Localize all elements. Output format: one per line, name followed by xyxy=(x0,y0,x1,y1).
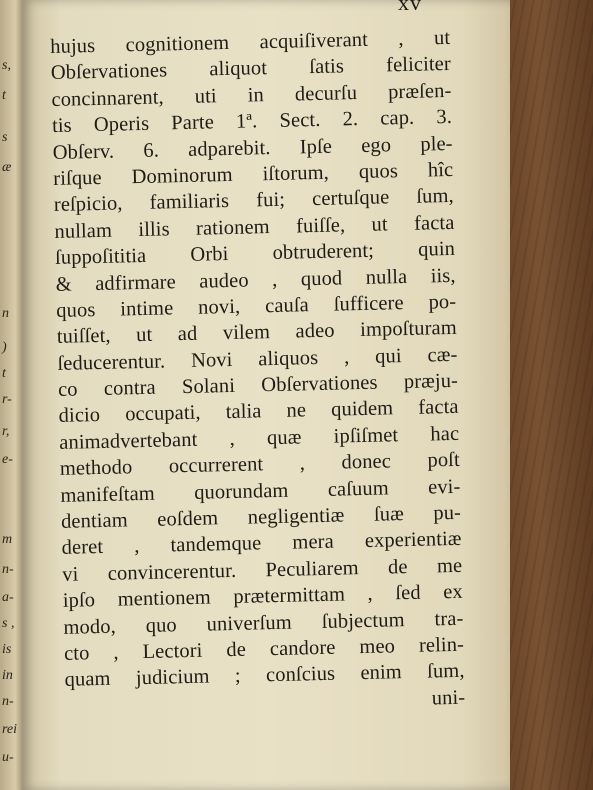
text-line: co contra Solani Obſervationes præju- xyxy=(57,369,459,401)
left-page-fragment: æ xyxy=(2,160,12,175)
text-line: Obſervationes aliquot ſatis feliciter xyxy=(50,53,452,85)
text-line: deret , tandemque mera experientiæ xyxy=(61,528,462,560)
text-line: dicio occupati, talia ne quidem facta xyxy=(58,396,459,428)
body-text xyxy=(50,25,465,720)
text-line: quam judicium ; conſcius enim ſum, xyxy=(64,660,465,692)
text-line: ipſo mentionem prætermittam , ſed ex xyxy=(62,580,464,613)
text-line: cto , Lectori de candore meo relin- xyxy=(63,633,465,665)
left-page-fragment: r- xyxy=(2,392,12,407)
left-page-fragment: s, xyxy=(2,58,11,73)
left-page-fragment: t xyxy=(2,88,6,103)
left-page-fragment: t xyxy=(2,366,6,381)
text-line: tuiſſet, ut ad vilem adeo impoſturam xyxy=(56,317,458,349)
left-page-fragment: s , xyxy=(2,616,15,631)
left-page-fragment: ) xyxy=(2,340,7,355)
left-page-fragment: in xyxy=(2,668,13,683)
text-line: tis Operis Parte 1ª. Sect. 2. cap. 3. xyxy=(51,106,453,138)
text-line: modo, quo univerſum ſubjectum tra- xyxy=(63,607,464,639)
text-line: ſuppoſititia Orbi obtruderent; quin xyxy=(54,237,456,270)
text-line: nullam illis rationem fuiſſe, ut facta xyxy=(54,211,455,243)
text-line: quos intime novi, cauſa ſufficere po- xyxy=(56,290,457,322)
text-line: animadvertebant , quæ ipſiſmet hac xyxy=(59,422,460,454)
text-line: riſque Dominorum iſtorum, quos hîc xyxy=(53,158,454,190)
catchword: uni- xyxy=(431,686,466,710)
left-page-fragment: n- xyxy=(2,694,14,709)
text-line: hujus cognitionem acquiſiverant , ut xyxy=(50,26,451,58)
text-line: vi convincerentur. Peculiarem de me xyxy=(62,554,463,586)
text-line: Obſerv. 6. adparebit. Ipſe ego ple- xyxy=(52,132,453,164)
left-page-fragment: n xyxy=(2,306,9,321)
page-number: xv xyxy=(398,0,422,15)
left-page-fragment: is xyxy=(2,642,12,657)
left-page-fragment: e- xyxy=(2,452,13,467)
left-page-fragment: r, xyxy=(2,424,10,439)
left-page-fragment: a- xyxy=(2,590,14,605)
left-facing-page-edge xyxy=(0,0,22,790)
book-page xyxy=(22,0,510,790)
left-page-fragment: s xyxy=(2,130,8,145)
left-page-fragment: rei xyxy=(2,722,18,737)
left-page-fragment: n- xyxy=(2,562,14,577)
left-page-fragment: u- xyxy=(2,750,14,765)
wooden-table xyxy=(505,0,593,790)
text-line: manifeſtam quorundam caſuum evi- xyxy=(60,475,461,507)
text-line: dentiam eoſdem negligentiæ ſuæ pu- xyxy=(60,501,462,533)
left-page-fragment: m xyxy=(2,532,13,547)
text-line: reſpicio, familiaris fui; certuſque ſum, xyxy=(53,185,455,217)
text-line: & adfirmare audeo , quod nulla iis, xyxy=(55,264,456,296)
text-line: ſeducerentur. Novi aliquos , qui cæ- xyxy=(57,343,458,375)
text-line: concinnarent, uti in decurſu præſen- xyxy=(51,79,452,111)
text-line: methodo occurrerent , donec poſt xyxy=(59,449,461,481)
